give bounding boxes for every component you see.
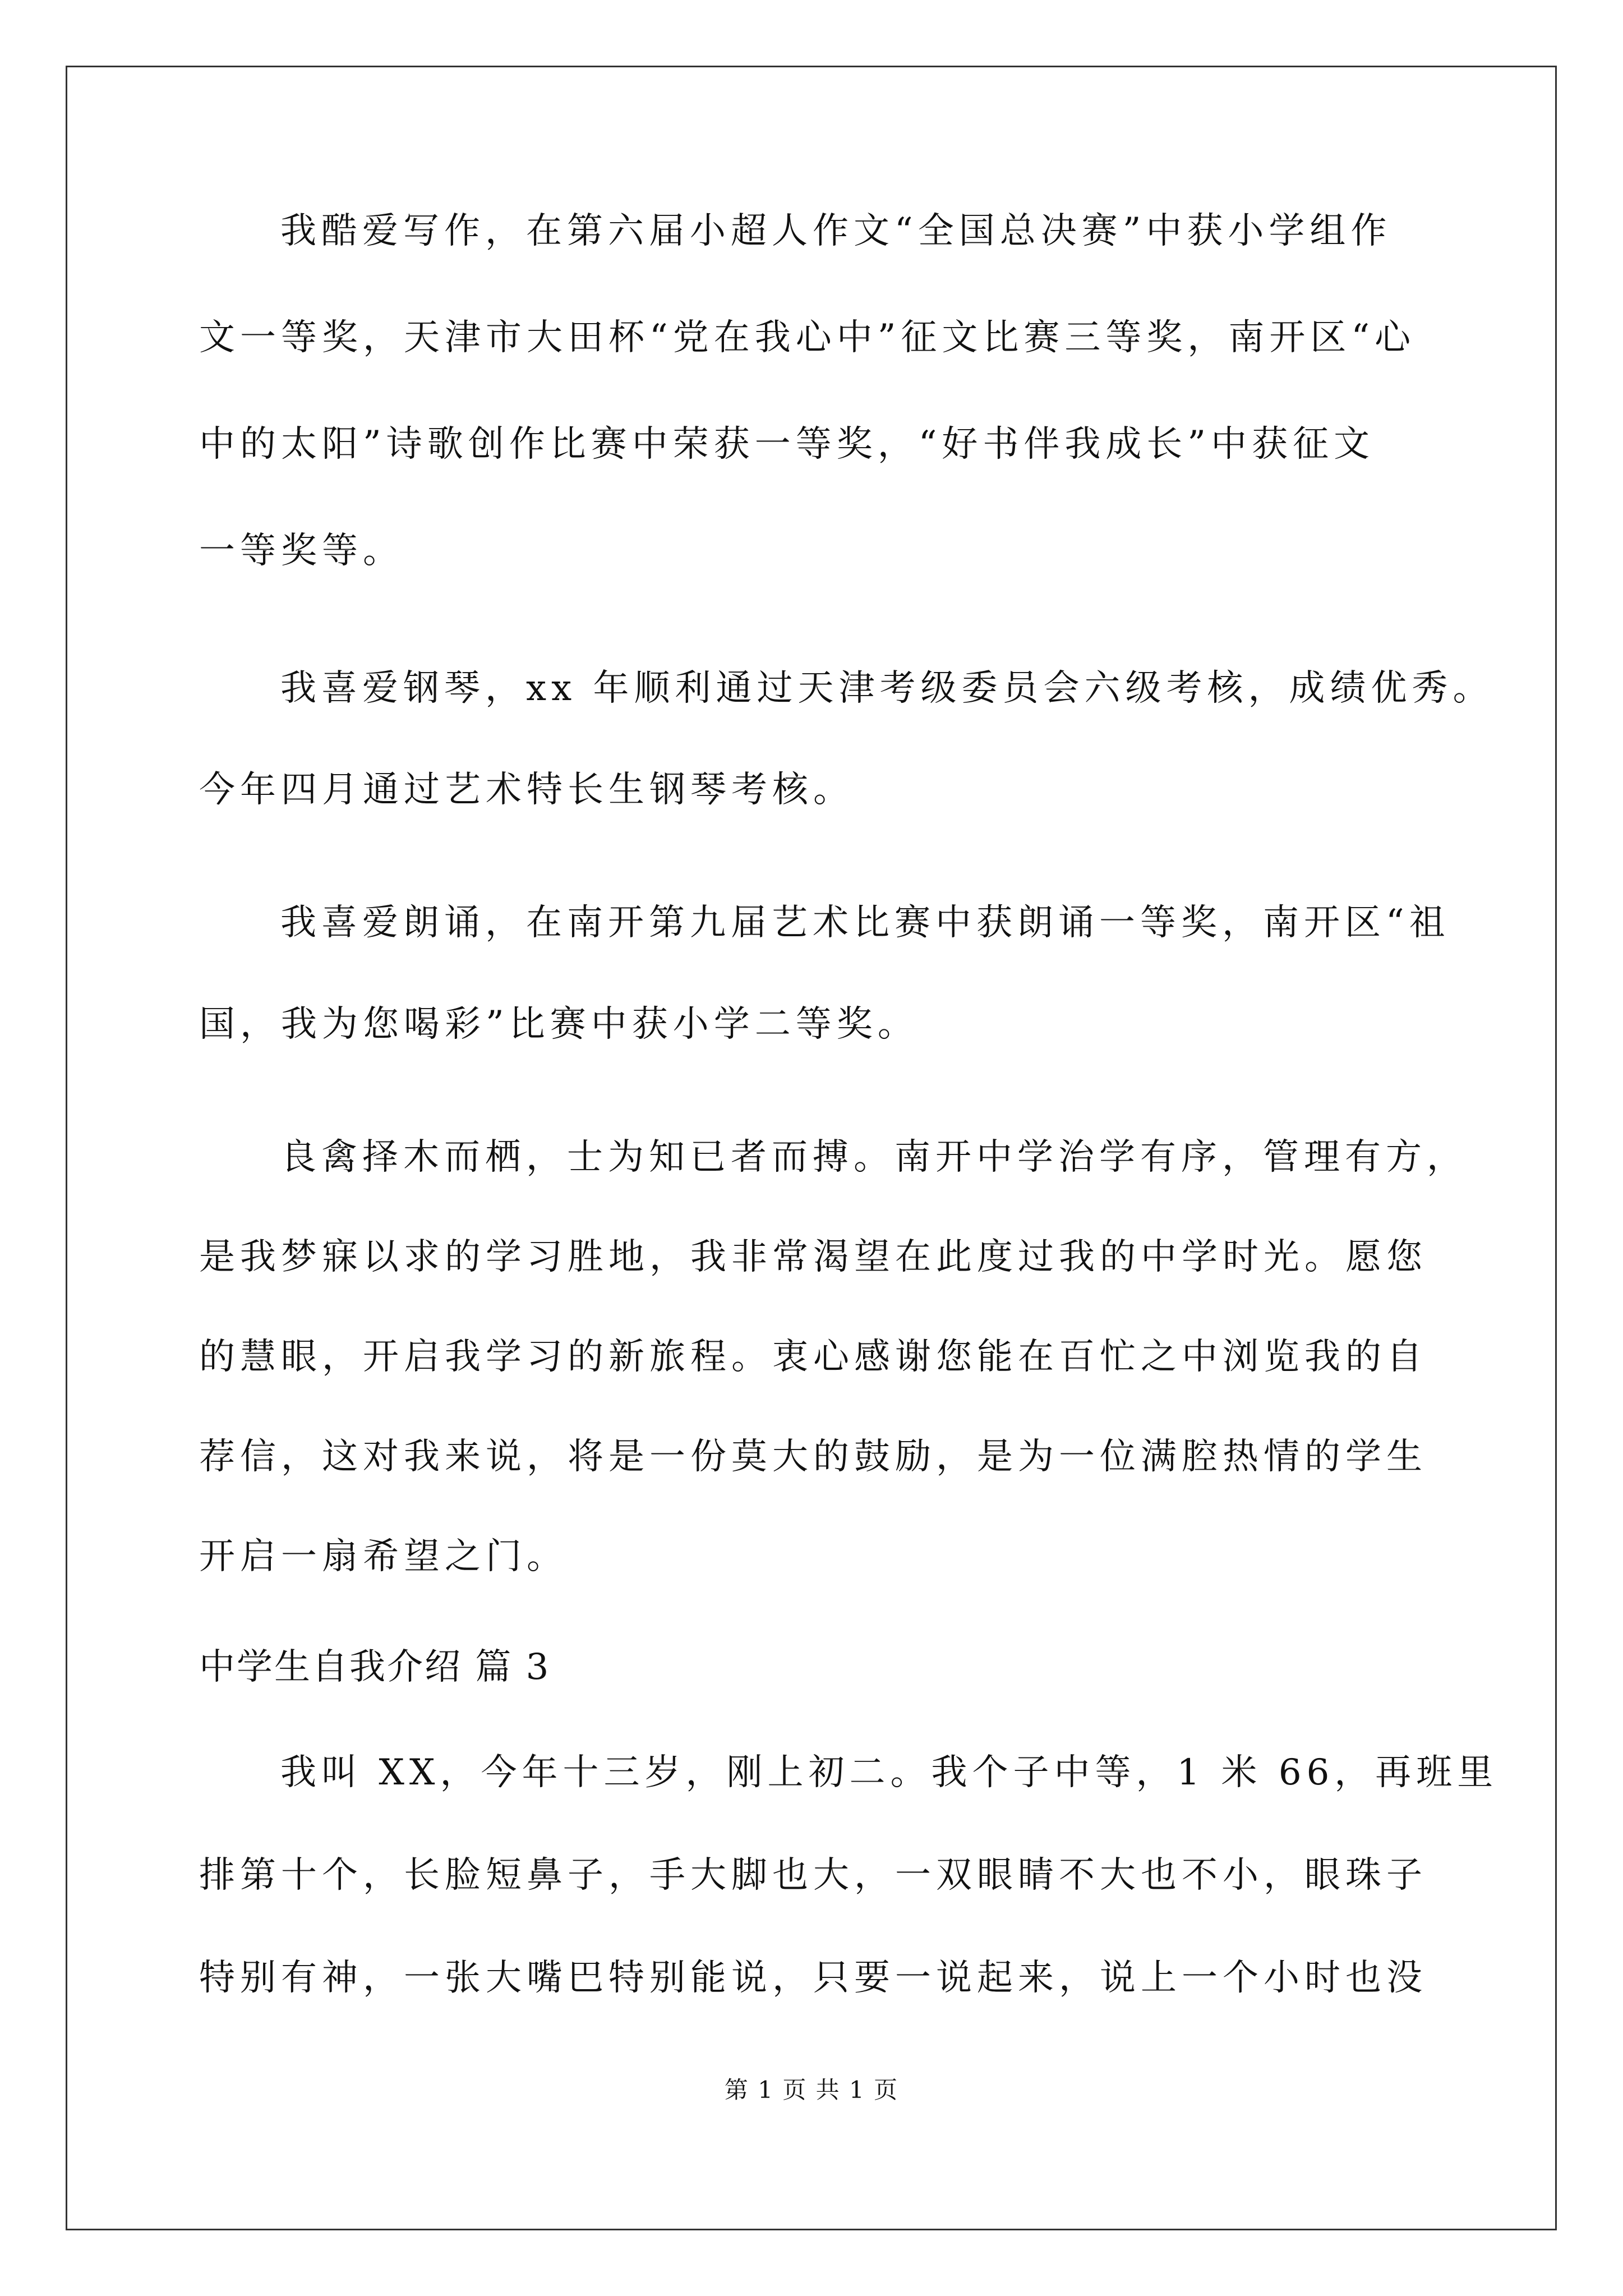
text-line: 荐信，这对我来说，将是一份莫大的鼓励，是为一位满腔热情的学生 — [199, 1436, 1427, 1478]
page-number-footer: 第 1 页 共 1 页 — [724, 2076, 899, 2104]
text-line: 的慧眼，开启我学习的新旅程。衷心感谢您能在百忙之中浏览我的自 — [199, 1336, 1427, 1378]
text-line: 开启一扇希望之门。 — [199, 1536, 568, 1577]
text-line: 我叫 XX，今年十三岁，刚上初二。我个子中等，1 米 66，再班里 — [280, 1752, 1498, 1793]
text-line: 良禽择木而栖，士为知已者而搏。南开中学治学有序，管理有方， — [280, 1137, 1468, 1178]
text-line: 特别有神，一张大嘴巴特别能说，只要一说起来，说上一个小时也没 — [199, 1957, 1427, 1999]
text-line: 文一等奖，天津市大田杯“党在我心中”征文比赛三等奖，南开区“心 — [199, 317, 1416, 358]
text-line: 排第十个，长脸短鼻子，手大脚也大，一双眼睛不大也不小，眼珠子 — [199, 1855, 1427, 1896]
text-line: 今年四月通过艺术特长生钢琴考核。 — [199, 769, 854, 811]
text-line: 我喜爱朗诵，在南开第九届艺术比赛中获朗诵一等奖，南开区“祖 — [280, 902, 1450, 944]
text-line: 我酷爱写作，在第六届小超人作文“全国总决赛”中获小学组作 — [280, 210, 1392, 252]
text-line: 是我梦寐以求的学习胜地，我非常渴望在此度过我的中学时光。愿您 — [199, 1236, 1427, 1278]
section-heading: 中学生自我介绍 篇 3 — [199, 1646, 551, 1688]
text-line: 我喜爱钢琴，xx 年顺利通过天津考级委员会六级考核，成绩优秀。 — [280, 668, 1494, 709]
text-line: 国，我为您喝彩”比赛中获小学二等奖。 — [199, 1004, 919, 1045]
text-line: 一等奖等。 — [199, 530, 404, 572]
text-line: 中的太阳”诗歌创作比赛中荣获一等奖，“好书伴我成长”中获征文 — [199, 424, 1375, 465]
